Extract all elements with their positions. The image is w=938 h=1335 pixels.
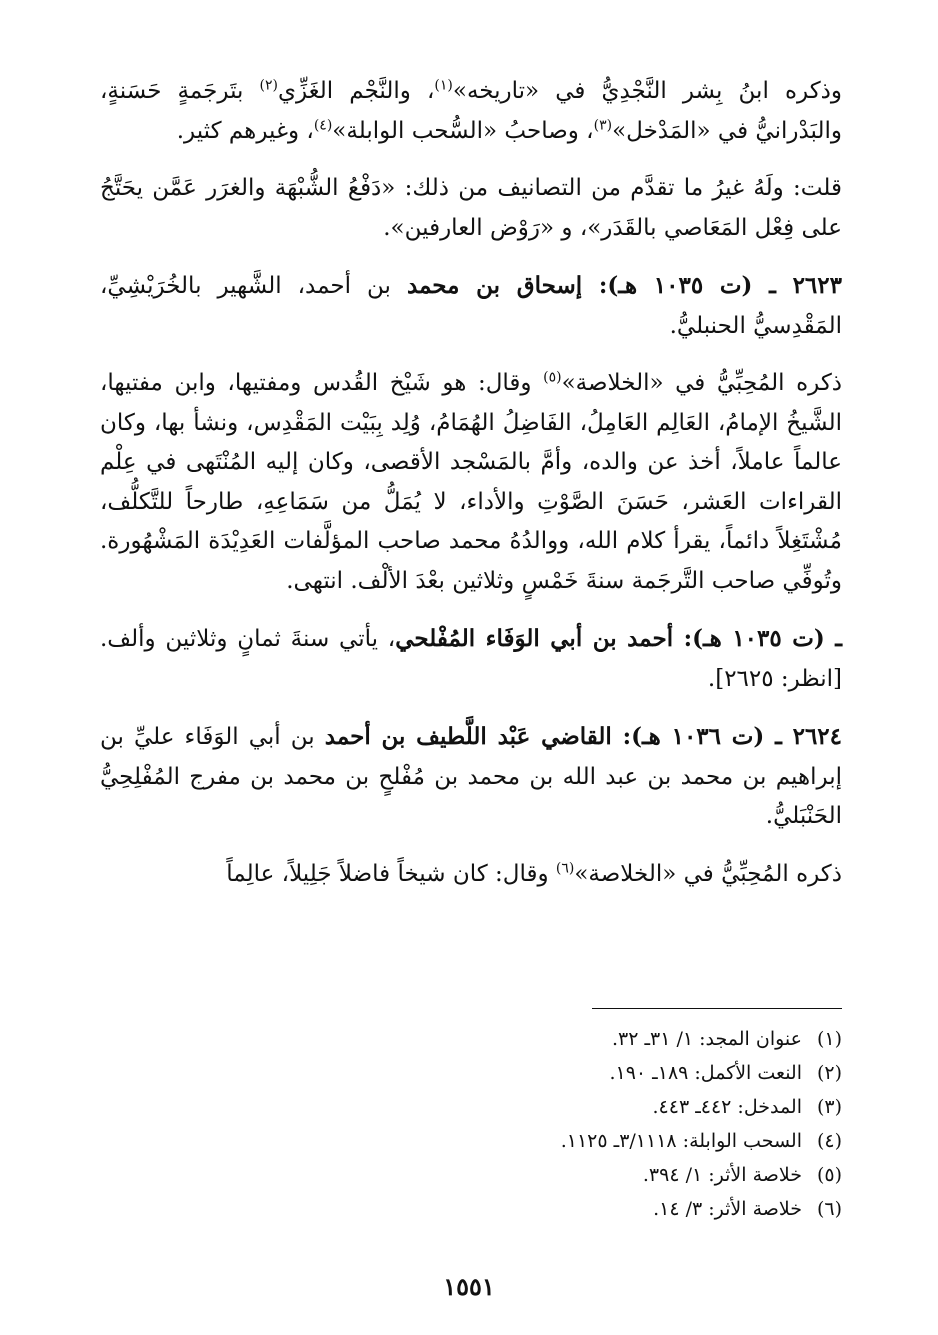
entry-heading: ـ (ت ١٠٣٥ هـ): أحمد بن أبي الوَفَاء المُفْلحي	[395, 625, 842, 652]
footnote	[100, 1056, 842, 1090]
footnote-number: (٥)	[816, 1164, 842, 1186]
main-text	[100, 72, 842, 912]
paragraph	[100, 266, 842, 346]
footnote-number: (٦)	[816, 1198, 842, 1220]
footnote-number: (١)	[816, 1028, 842, 1050]
footnote-text: المدخل: ٤٤٢ـ ٤٤٣.	[652, 1096, 802, 1118]
text-run: ، والنَّجْم الغَزِّي	[277, 78, 435, 104]
footnote-number: (٢)	[816, 1062, 842, 1084]
entry-heading: ٢٦٢٣ ـ (ت ١٠٣٥ هـ): إسحاق بن محمد	[406, 272, 842, 299]
paragraph	[100, 169, 842, 248]
entry-heading: ٢٦٢٤ ـ (ت ١٠٣٦ هـ): القاضي عَبْد اللَّطيف بن أحمد	[324, 723, 843, 750]
footnote-ref: (٦)	[555, 859, 575, 876]
footnotes	[100, 1022, 842, 1226]
footnote-text: خلاصة الأثر: ١/ ٣٩٤.	[642, 1164, 802, 1186]
paragraph	[100, 855, 842, 895]
footnote	[100, 1124, 842, 1158]
footnote	[100, 1192, 842, 1226]
text-run: ذكره المُحِبِّيُّ في «الخلاصة»	[574, 860, 842, 887]
text-run: بتَرجَمةٍ حَسَنةٍ، والبَدْرانيُّ في «المَدْخل»	[100, 78, 842, 144]
footnote-number: (٤)	[816, 1130, 842, 1152]
text-run: ذكره المُحِبِّيُّ في «الخلاصة»	[561, 370, 843, 396]
page-number: ١٥٥١	[443, 1272, 495, 1301]
paragraph	[100, 619, 842, 699]
text-run: وذكره ابنُ بِشر النَّجْدِيُّ في «تاريخه»	[452, 78, 842, 104]
footnote-ref: (٤)	[313, 116, 333, 133]
footnote-number: (٣)	[816, 1096, 842, 1118]
footnote-ref: (١)	[434, 77, 453, 94]
footnote	[100, 1090, 842, 1124]
paragraph	[100, 717, 842, 837]
footnote-text: النعت الأكمل: ١٨٩ـ ١٩٠.	[609, 1062, 802, 1084]
paragraph	[100, 364, 842, 601]
footnote-text: خلاصة الأثر: ٣/ ١٤.	[653, 1198, 802, 1220]
footnote	[100, 1022, 842, 1056]
text-run: ، يأتي سنةَ ثمانٍ وثلاثين وألف. [انظر: ٢٦٢٥].	[100, 626, 842, 692]
footnote-ref: (٥)	[543, 369, 562, 386]
text-run: بن أحمد، الشَّهير بالخُرَيْشِيِّ، المَقْدِسيُّ الحنبليُّ.	[100, 273, 842, 339]
footnote	[100, 1158, 842, 1192]
paragraph	[100, 72, 842, 151]
text-run: وقال: كان شيخاً فاضلاً جَلِيلاً، عالِماً	[226, 860, 556, 887]
footnote-separator	[592, 1008, 842, 1009]
text-run: ، وصاحبُ «السُّحب الوابلة»	[332, 117, 594, 144]
footnote-text: السحب الوابلة: ٣/١١١٨ـ ١١٢٥.	[560, 1130, 802, 1152]
text-run: وقال: هو شَيْخ القُدس ومفتيها، وابن مفتيها، الشَّيخُ الإمامُ، العَالِم العَامِلُ، الفَاضِلُ الهُمَامُ، وُلِد بِبَيْت المَقْدِس، ونشأ بها، وكان عالماً عاملاً، أخذ عن والده، وأمَّ بالمَسْجد الأقصى، وكان إليه المُنْتَهى في عِلْم القراءات العَشر، حَسَنَ الصَّوْتِ والأداء، لا يُمَلُّ من سَمَاعِهِ، طارحاً للتَّكلُّف، مُشْتَغِلاً دائماً، يقرأ كلام الله، ووالدُهُ محمد صاحب المؤلَّفات العَدِيْدَة المَشْهُورة. وتُوفِّي صاحب التَّرجَمة سنةَ خَمْسٍ وثلاثين بعْدَ الألْف. انتهى.	[100, 370, 842, 594]
text-run: بن أبي الوَفَاء عليِّ بن إبراهيم بن محمد بن عبد الله بن محمد بن مُفْلحٍ بن محمد بن مفرج المُفْلِحِيُّ الحَنْبَليُّ.	[100, 724, 842, 829]
footnote-ref: (٢)	[259, 77, 278, 94]
footnote-ref: (٣)	[593, 116, 613, 133]
footnote-text: عنوان المجد: ١/ ٣١ـ ٣٢.	[611, 1028, 802, 1050]
text-run: ، وغيرهم كثير.	[176, 117, 314, 144]
text-run: قلت: ولَهُ غيرُ ما تقدَّم من التصانيف من ذلك: «دَفْعُ الشُّبْهَة والغرَر عَمَّن يحَتَّجُ على فِعْل المَعَاصي بالقَدَر»، و «رَوْض العارفين».	[100, 175, 842, 241]
